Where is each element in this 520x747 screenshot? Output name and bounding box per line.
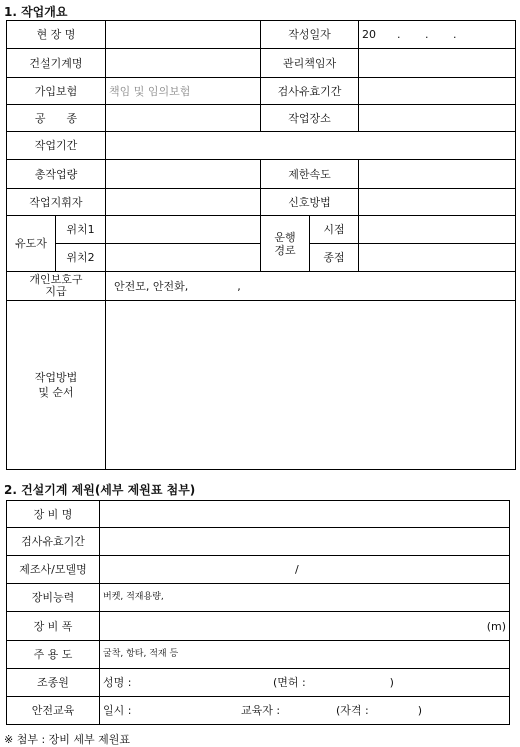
site-name-label: 현 장 명 <box>7 21 106 49</box>
equipment-name-label: 건설기계명 <box>7 49 106 78</box>
width-label: 장 비 폭 <box>7 612 100 641</box>
start-point-label: 시점 <box>310 216 359 244</box>
written-date-label: 작성일자 <box>261 21 359 49</box>
width-cell[interactable] <box>100 612 510 641</box>
equipment-name-cell-2[interactable] <box>100 501 510 528</box>
work-method-label <box>7 301 106 470</box>
route-label-line2: 경로 <box>274 243 296 257</box>
ppe-label-line1: 개인보호구 <box>29 273 83 286</box>
signal-method-label: 신호방법 <box>261 189 359 216</box>
safety-edu-cell[interactable] <box>100 697 510 725</box>
position2-label: 위치2 <box>56 244 106 272</box>
total-work-label: 총작업량 <box>7 160 106 189</box>
manager-label: 관리책임자 <box>261 49 359 78</box>
end-point-label: 종점 <box>310 244 359 272</box>
maker-model-cell[interactable] <box>100 556 510 584</box>
edu-date-field: 일시 : <box>103 704 132 717</box>
work-type-cell[interactable] <box>106 105 261 132</box>
equipment-spec-table <box>6 500 510 725</box>
route-label <box>261 216 310 272</box>
usage-label: 주 용 도 <box>7 641 100 669</box>
work-period-label: 작업기간 <box>7 132 106 160</box>
work-method-label-line1: 작업방법 <box>34 371 78 384</box>
commander-label: 작업지휘자 <box>7 189 106 216</box>
maker-model-label: 제조사/모델명 <box>7 556 100 584</box>
position2-cell[interactable] <box>106 244 261 272</box>
work-period-cell[interactable] <box>106 132 516 160</box>
work-type-label: 공 종 <box>7 105 106 132</box>
usage-cell[interactable]: 굴착, 항타, 적재 등 <box>100 641 510 669</box>
ppe-label-line2: 지급 <box>45 285 67 298</box>
start-point-cell[interactable] <box>359 216 516 244</box>
manager-cell[interactable] <box>359 49 516 78</box>
operator-label: 조종원 <box>7 669 100 697</box>
ppe-cell[interactable]: 안전모, 안전화, , <box>106 272 516 301</box>
edu-instructor-field: 교육자 : <box>241 704 281 717</box>
safety-edu-label: 안전교육 <box>7 697 100 725</box>
maker-model-separator: / <box>295 563 299 576</box>
work-overview-table <box>6 20 516 470</box>
equipment-name-label-2: 장 비 명 <box>7 501 100 528</box>
commander-cell[interactable] <box>106 189 261 216</box>
width-unit: (m) <box>486 619 506 633</box>
signal-method-cell[interactable] <box>359 189 516 216</box>
inspection-label-2: 검사유효기간 <box>7 528 100 556</box>
capacity-label: 장비능력 <box>7 584 100 612</box>
capacity-cell[interactable]: 버켓, 적재용량, <box>100 584 510 612</box>
position1-label: 위치1 <box>56 216 106 244</box>
written-date-cell[interactable]: 20 . . . <box>359 21 516 49</box>
work-place-label: 작업장소 <box>261 105 359 132</box>
inspection-period-cell[interactable] <box>359 78 516 105</box>
work-place-cell[interactable] <box>359 105 516 132</box>
end-point-cell[interactable] <box>359 244 516 272</box>
edu-qualification-field: (자격 : ) <box>336 704 422 717</box>
position1-cell[interactable] <box>106 216 261 244</box>
total-work-cell[interactable] <box>106 160 261 189</box>
section2-title: 2. 건설기계 제원(세부 제원표 첨부) <box>4 483 196 497</box>
insurance-cell[interactable]: 책임 및 임의보험 <box>106 78 261 105</box>
inspection-period-label: 검사유효기간 <box>261 78 359 105</box>
insurance-label: 가입보험 <box>7 78 106 105</box>
section1-title: 1. 작업개요 <box>4 5 68 19</box>
inspection-cell-2[interactable] <box>100 528 510 556</box>
site-name-cell[interactable] <box>106 21 261 49</box>
ppe-label <box>7 272 106 301</box>
equipment-name-cell[interactable] <box>106 49 261 78</box>
guide-label: 유도자 <box>7 216 56 272</box>
route-label-line1: 운행 <box>274 230 296 244</box>
work-method-label-line2: 및 순서 <box>38 386 74 399</box>
operator-name-field: 성명 : <box>103 676 132 689</box>
operator-cell[interactable] <box>100 669 510 697</box>
speed-limit-label: 제한속도 <box>261 160 359 189</box>
work-method-cell[interactable] <box>106 301 516 470</box>
attachment-note: ※ 첨부 : 장비 세부 제원표 <box>4 733 131 746</box>
speed-limit-cell[interactable] <box>359 160 516 189</box>
operator-license-field: (면허 : ) <box>273 676 394 689</box>
